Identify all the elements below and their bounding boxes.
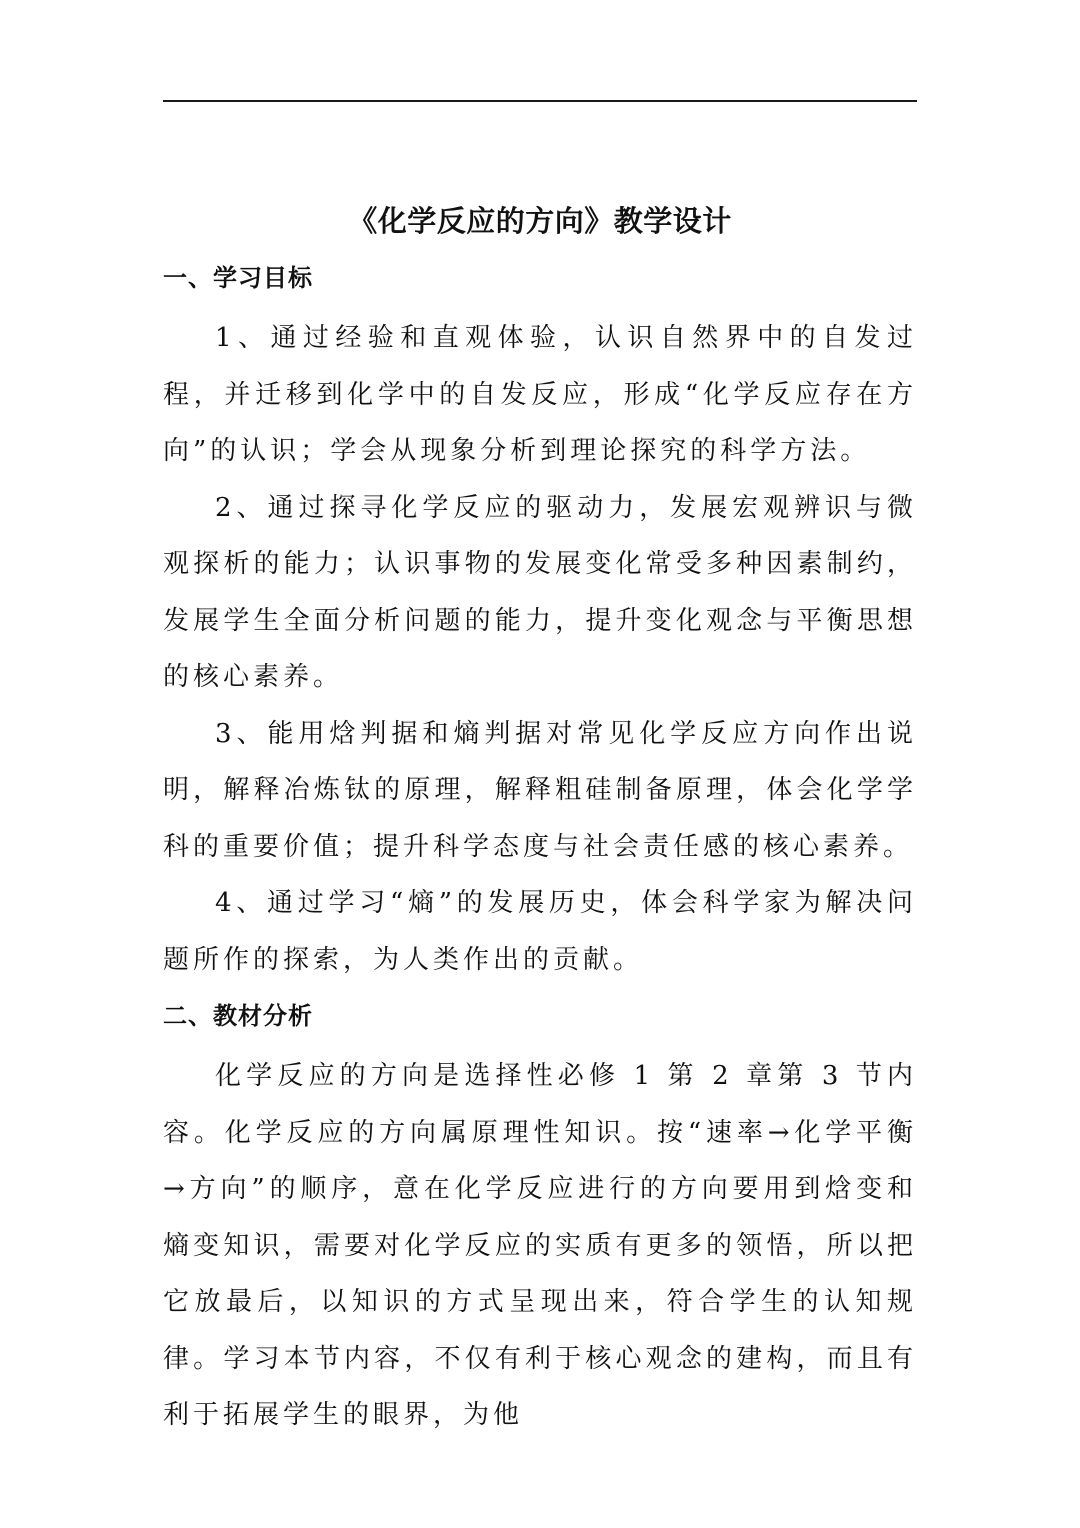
objective-paragraph-1: 1、通过经验和直观体验，认识自然界中的自发过程，并迁移到化学中的自发反应，形成“化学反应存在方向”的认识；学会从现象分析到理论探究的科学方法。 [163,323,917,466]
objective-paragraph-3: 3、能用焓判据和熵判据对常见化学反应方向作出说明，解释冶炼钛的原理，解释粗硅制备原理，体会化学学科的重要价值；提升科学态度与社会责任感的核心素养。 [163,718,917,862]
objective-paragraph-4: 4、通过学习“熵”的发展历史，体会科学家为解决问题所作的探索，为人类作出的贡献。 [163,888,917,975]
document-title: 《化学反应的方向》教学设计 [348,204,732,238]
objective-paragraph-2: 2、通过探寻化学反应的驱动力，发展宏观辨识与微观探析的能力；认识事物的发展变化常受多种因素制约，发展学生全面分析问题的能力，提升变化观念与平衡思想的核心素养。 [163,492,917,692]
section-textbook-analysis [163,992,917,1444]
section-heading-learning-objectives: 一、学习目标 [163,264,313,292]
section-learning-objectives [163,254,917,988]
section-heading-textbook-analysis: 二、教材分析 [163,1002,313,1030]
header-rule [163,100,917,102]
document-page [163,197,917,1444]
analysis-paragraph-1: 化学反应的方向是选择性必修 1 第 2 章第 3 节内容。化学反应的方向属原理性知识。按“速率→化学平衡→方向”的顺序，意在化学反应进行的方向要用到焓变和熵变知识，需要对化学反应的实质有更多的领悟，所以把它放最后，以知识的方式呈现出来，符合学生的认知规律。学习本节内容，不仅有利于核心观念的建构，而且有利于拓展学生的眼界，为他 [163,1061,917,1430]
